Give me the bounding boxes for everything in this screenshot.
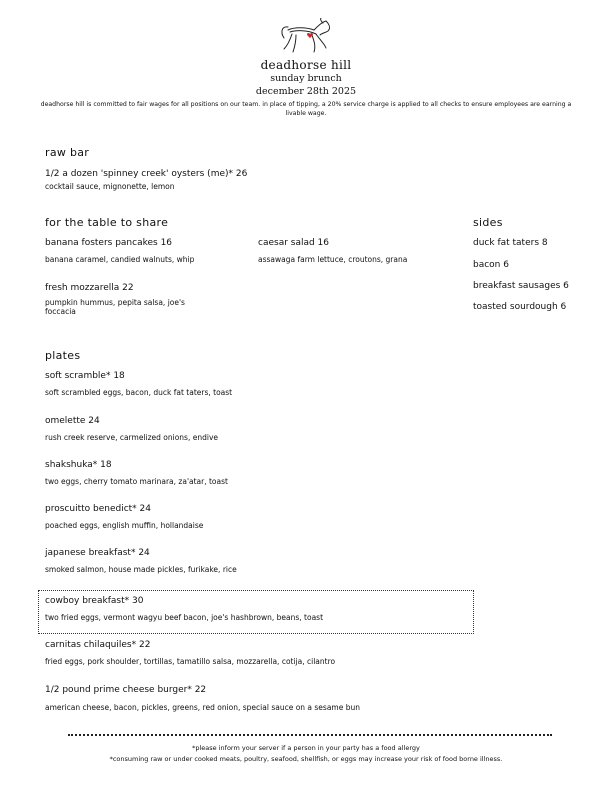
menu-item-desc: fried eggs, pork shoulder, tortillas, tamatillo salsa, mozzarella, cotija, cilantro (45, 657, 336, 666)
section-plates: plates (45, 349, 81, 362)
menu-item-name: cowboy breakfast* 30 (45, 596, 144, 606)
section-raw-bar: raw bar (45, 146, 90, 159)
menu-item-name: shakshuka* 18 (45, 460, 112, 470)
menu-item-name: soft scramble* 18 (45, 371, 125, 381)
menu-item-desc: banana caramel, candied walnuts, whip (45, 255, 195, 264)
menu-date: december 28th 2025 (255, 86, 357, 97)
menu-item-desc: assawaga farm lettuce, croutons, grana (258, 255, 408, 264)
menu-item-desc: soft scrambled eggs, bacon, duck fat taters, toast (45, 388, 233, 397)
menu-item-name: banana fosters pancakes 16 (45, 238, 173, 248)
menu-item-desc: american cheese, bacon, pickles, greens, red onion, special sauce on a sesame bun (45, 703, 360, 712)
restaurant-name: deadhorse hill (260, 58, 352, 72)
footer-divider (68, 734, 552, 736)
menu-item-desc: two fried eggs, vermont wagyu beef bacon, joe's hashbrown, beans, toast (45, 613, 324, 622)
menu-item-name: japanese breakfast* 24 (45, 548, 150, 558)
menu-item-name: 1/2 pound prime cheese burger* 22 (45, 685, 207, 695)
menu-item-name: fresh mozzarella 22 (45, 283, 134, 293)
service-charge-notice: deadhorse hill is committed to fair wages for all positions on our team. in place of tipping, a 20% service charge is applied to all checks to ensure employees are earning a livable wage. (40, 101, 572, 117)
section-for-the-table: for the table to share (45, 216, 169, 229)
section-sides: sides (473, 216, 503, 229)
menu-item-desc: smoked salmon, house made pickles, furikake, rice (45, 565, 237, 574)
menu-item-name: proscuitto benedict* 24 (45, 504, 151, 514)
menu-item-desc: two eggs, cherry tomato marinara, za'atar, toast (45, 477, 228, 486)
menu-item-name: carnitas chilaquiles* 22 (45, 640, 151, 650)
horse-logo-icon (276, 18, 336, 58)
menu-item-name: omelette 24 (45, 416, 100, 426)
menu-item-name: 1/2 a dozen 'spinney creek' oysters (me)* 26 (45, 169, 248, 179)
allergy-note: *please inform your server if a person in your party has a food allergy (192, 744, 420, 752)
side-item: toasted sourdough 6 (473, 302, 567, 312)
service-name: sunday brunch (270, 73, 342, 84)
menu-item-desc: cocktail sauce, mignonette, lemon (45, 182, 175, 191)
consumption-advisory: *consuming raw or under cooked meats, poultry, seafood, shellfish, or eggs may increase your risk of food borne illness. (109, 755, 503, 763)
side-item: duck fat taters 8 (473, 238, 548, 248)
menu-item-desc: rush creek reserve, carmelized onions, endive (45, 433, 219, 442)
menu-item-desc: pumpkin hummus, pepita salsa, joe's foccacia (45, 298, 185, 316)
menu-item-desc: poached eggs, english muffin, hollandaise (45, 521, 204, 530)
side-item: breakfast sausages 6 (473, 281, 569, 291)
side-item: bacon 6 (473, 260, 509, 270)
menu-item-name: caesar salad 16 (258, 238, 330, 248)
